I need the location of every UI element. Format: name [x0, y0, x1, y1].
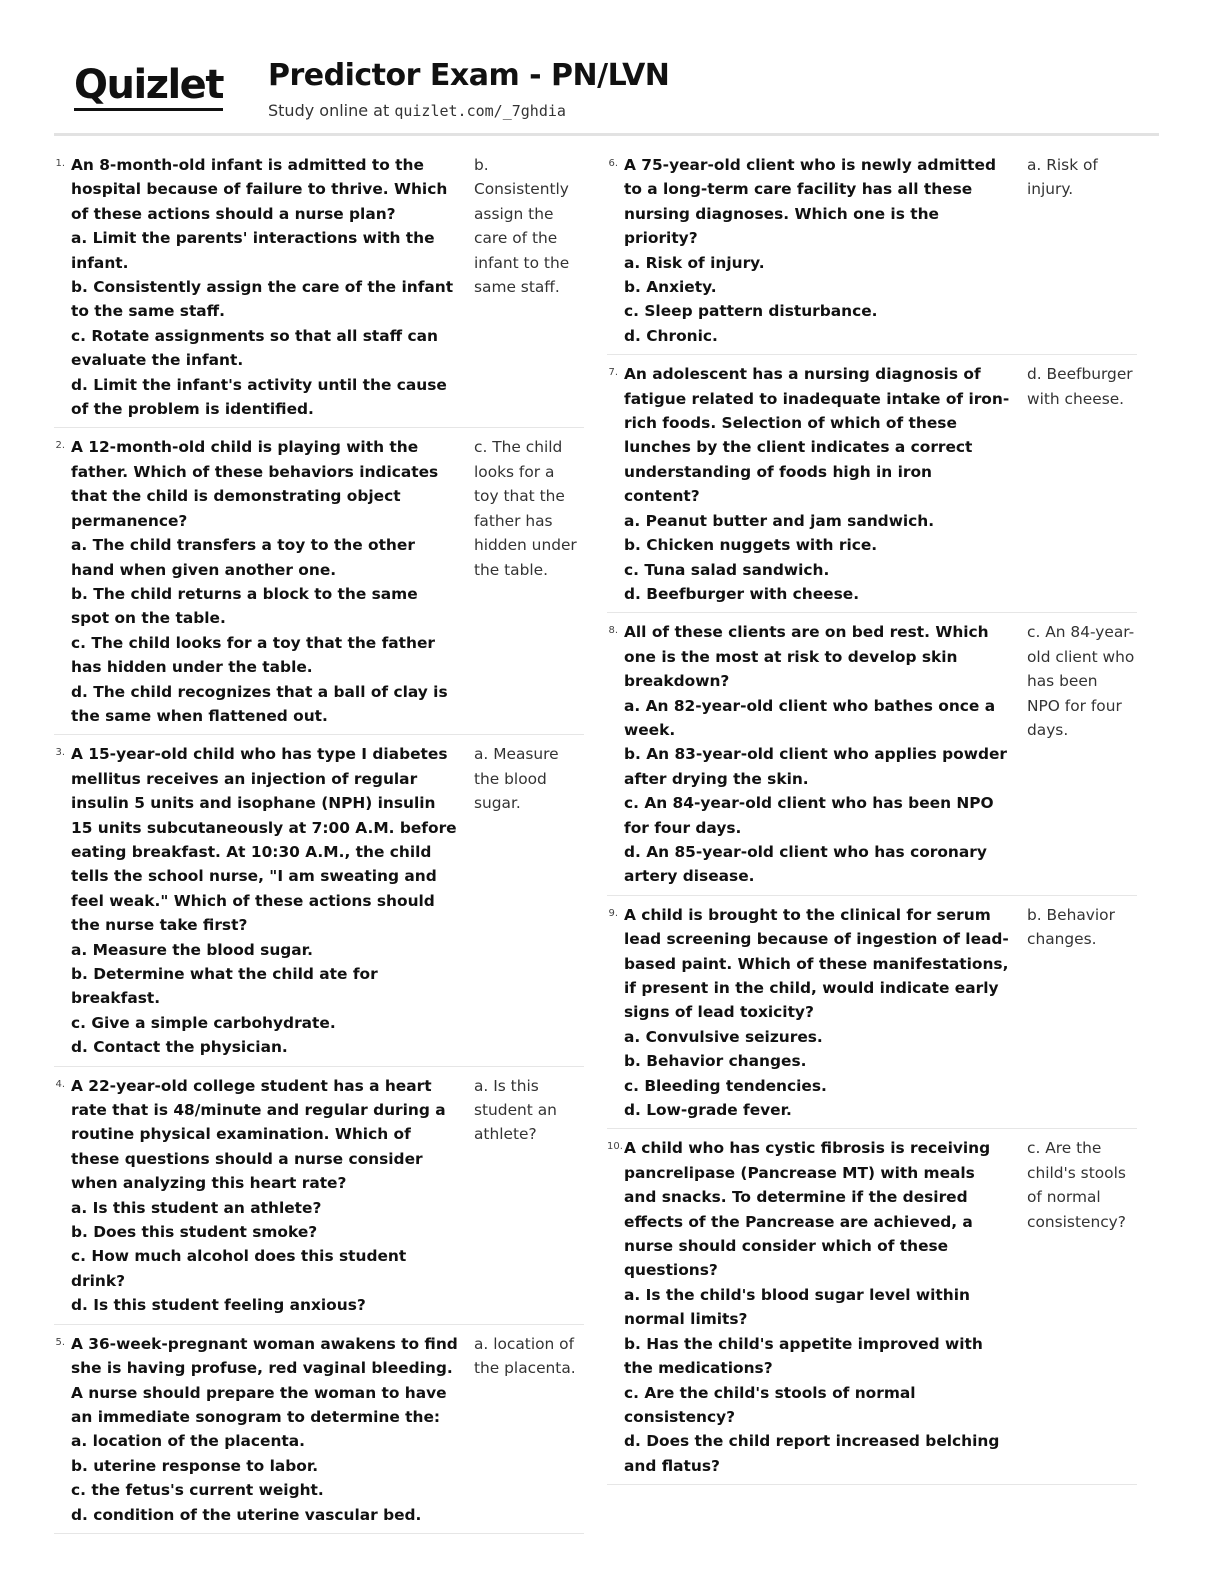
- flashcard: [54, 1071, 584, 1325]
- left-column: [54, 150, 584, 1538]
- card-number: 6.: [608, 158, 618, 169]
- answer-option: b. Determine what the child ate for breakfast.: [71, 965, 378, 1008]
- answer-option: c. Give a simple carbohydrate.: [71, 1013, 336, 1032]
- card-term: [71, 153, 459, 421]
- answer-option: c. An 84-year-old client who has been NPO for four days.: [624, 794, 994, 837]
- answer-option: b. Anxiety.: [624, 278, 717, 297]
- answer-option: d. Low-grade fever.: [624, 1101, 792, 1120]
- answer-option: b. uterine response to labor.: [71, 1456, 319, 1475]
- answer-option: c. How much alcohol does this student drink?: [71, 1247, 407, 1290]
- answer-option: b. Consistently assign the care of the infant to the same staff.: [71, 278, 454, 321]
- answer-option: b. The child returns a block to the same spot on the table.: [71, 584, 418, 628]
- card-definition: d. Beefburger with cheese.: [1027, 365, 1133, 408]
- card-number: 7.: [608, 367, 618, 379]
- answer-option: c. Tuna salad sandwich.: [624, 560, 830, 579]
- answer-option: a. Measure the blood sugar.: [71, 940, 313, 959]
- answer-option: b. An 83-year-old client who applies powder after drying the skin.: [624, 745, 1007, 788]
- card-number: 9.: [608, 907, 618, 919]
- card-number: 2.: [55, 440, 65, 452]
- answer-option: a. Convulsive seizures.: [624, 1027, 823, 1046]
- answer-option: c. The child looks for a toy that the father has hidden under the table.: [71, 633, 435, 677]
- question-text: A 15-year-old child who has type I diabetes mellitus receives an injection of regular insulin 5 units and isophane (NPH) insulin 15 units subcutaneously at 7:00 A.M. before eating breakfast. At 10:30 A.M., the child tells the school nurse, "I am sweating and feel weak." Which of these actions should the nurse take first?: [71, 745, 457, 935]
- subtitle-prefix: Study online at: [268, 101, 390, 120]
- answer-option: d. Contact the physician.: [71, 1038, 288, 1057]
- answer-option: a. An 82-year-old client who bathes once a week.: [624, 696, 996, 739]
- answer-option: a. Is the child's blood sugar level within normal limits?: [624, 1285, 970, 1329]
- card-number: 8.: [608, 625, 618, 637]
- page-header: [54, 0, 1159, 136]
- flashcard: [54, 739, 584, 1066]
- answer-option: d. condition of the uterine vascular bed.: [71, 1505, 422, 1524]
- card-term: [71, 742, 459, 1059]
- flashcard: [607, 617, 1137, 895]
- answer-option: a. location of the placenta.: [71, 1432, 305, 1451]
- card-term: [71, 1332, 459, 1527]
- card-term: [624, 153, 1012, 348]
- answer-option: b. Chicken nuggets with rice.: [624, 536, 878, 555]
- study-link[interactable]: quizlet.com/_7ghdia: [394, 102, 566, 120]
- answer-option: c. Are the child's stools of normal consistency?: [624, 1383, 916, 1426]
- question-text: A 75-year-old client who is newly admitted to a long-term care facility has all these nursing diagnoses. Which one is the priority?: [624, 156, 996, 248]
- answer-option: b. Does this student smoke?: [71, 1223, 318, 1242]
- card-term: [624, 903, 1012, 1123]
- study-online-line: [268, 101, 566, 120]
- answer-option: d. Beefburger with cheese.: [624, 584, 860, 603]
- card-definition: a. Is this student an athlete?: [474, 1076, 557, 1144]
- answer-option: c. the fetus's current weight.: [71, 1481, 324, 1500]
- flashcard: [607, 900, 1137, 1130]
- flashcard: [607, 359, 1137, 613]
- card-definition: a. location of the placenta.: [474, 1334, 576, 1378]
- answer-option: b. Has the child's appetite improved with the medications?: [624, 1334, 983, 1378]
- card-definition: c. The child looks for a toy that the father has hidden under the table.: [474, 438, 577, 579]
- question-text: A 12-month-old child is playing with the father. Which of these behaviors indicates that the child is demonstrating object permanence?: [71, 438, 439, 530]
- right-column: [607, 150, 1137, 1489]
- answer-option: d. Does the child report increased belching and flatus?: [624, 1432, 1000, 1475]
- page-title: Predictor Exam - PN/LVN: [268, 58, 670, 93]
- card-term: [71, 435, 459, 728]
- answer-option: a. Peanut butter and jam sandwich.: [624, 511, 935, 530]
- card-definition: c. Are the child's stools of normal consistency?: [1027, 1139, 1126, 1231]
- card-definition: a. Risk of injury.: [1027, 156, 1098, 199]
- question-text: A 22-year-old college student has a heart rate that is 48/minute and regular during a routine physical examination. Which of these questions should a nurse consider when analyzing this heart rate?: [71, 1076, 446, 1193]
- quizlet-logo[interactable]: Quizlet: [74, 64, 223, 111]
- card-term: [624, 1136, 1012, 1478]
- answer-option: d. The child recognizes that a ball of clay is the same when flattened out.: [71, 682, 448, 725]
- answer-option: d. An 85-year-old client who has coronary artery disease.: [624, 842, 987, 886]
- answer-option: a. Is this student an athlete?: [71, 1198, 322, 1217]
- card-term: [624, 362, 1012, 606]
- flashcard: [607, 1133, 1137, 1485]
- card-number: 1.: [55, 158, 65, 169]
- answer-option: a. Risk of injury.: [624, 253, 765, 272]
- card-number: 4.: [55, 1078, 65, 1090]
- answer-option: c. Bleeding tendencies.: [624, 1076, 827, 1095]
- card-term: [71, 1074, 459, 1318]
- question-text: A child who has cystic fibrosis is receiving pancrelipase (Pancrease MT) with meals and snacks. To determine if the desired effects of the Pancrease are achieved, a nurse should consider which of these questions?: [624, 1139, 991, 1280]
- answer-option: c. Rotate assignments so that all staff can evaluate the infant.: [71, 326, 438, 370]
- card-number: 5.: [55, 1336, 65, 1348]
- answer-option: d. Chronic.: [624, 326, 718, 345]
- card-definition: b. Consistently assign the care of the infant to the same staff.: [474, 156, 570, 297]
- card-term: [624, 620, 1012, 888]
- card-number: 3.: [55, 747, 65, 759]
- answer-option: b. Behavior changes.: [624, 1052, 807, 1071]
- answer-option: c. Sleep pattern disturbance.: [624, 302, 878, 321]
- card-number: 10.: [607, 1141, 623, 1153]
- flashcard: [54, 150, 584, 428]
- answer-option: a. The child transfers a toy to the other hand when given another one.: [71, 536, 415, 579]
- flashcard: [54, 432, 584, 735]
- question-text: All of these clients are on bed rest. Which one is the most at risk to develop skin breakdown?: [624, 623, 989, 691]
- card-definition: c. An 84-year-old client who has been NPO for four days.: [1027, 623, 1135, 739]
- flashcard: [54, 1329, 584, 1534]
- question-text: A 36-week-pregnant woman awakens to find she is having profuse, red vaginal bleeding. A nurse should prepare the woman to have an immediate sonogram to determine the:: [71, 1334, 458, 1426]
- answer-option: d. Is this student feeling anxious?: [71, 1296, 366, 1315]
- flashcard: [607, 150, 1137, 355]
- question-text: An 8-month-old infant is admitted to the hospital because of failure to thrive. Which of these actions should a nurse plan?: [71, 156, 448, 223]
- card-definition: b. Behavior changes.: [1027, 905, 1115, 949]
- answer-option: d. Limit the infant's activity until the cause of the problem is identified.: [71, 375, 447, 419]
- question-text: An adolescent has a nursing diagnosis of fatigue related to inadequate intake of iron-rich foods. Selection of which of these lunches by the client indicates a correct understanding of foods high in iron content?: [624, 365, 1010, 506]
- card-definition: a. Measure the blood sugar.: [474, 745, 559, 813]
- question-text: A child is brought to the clinical for serum lead screening because of ingestion of lead-based paint. Which of these manifestations, if present in the child, would indicate early signs of lead toxicity?: [624, 905, 1009, 1022]
- answer-option: a. Limit the parents' interactions with the infant.: [71, 229, 435, 272]
